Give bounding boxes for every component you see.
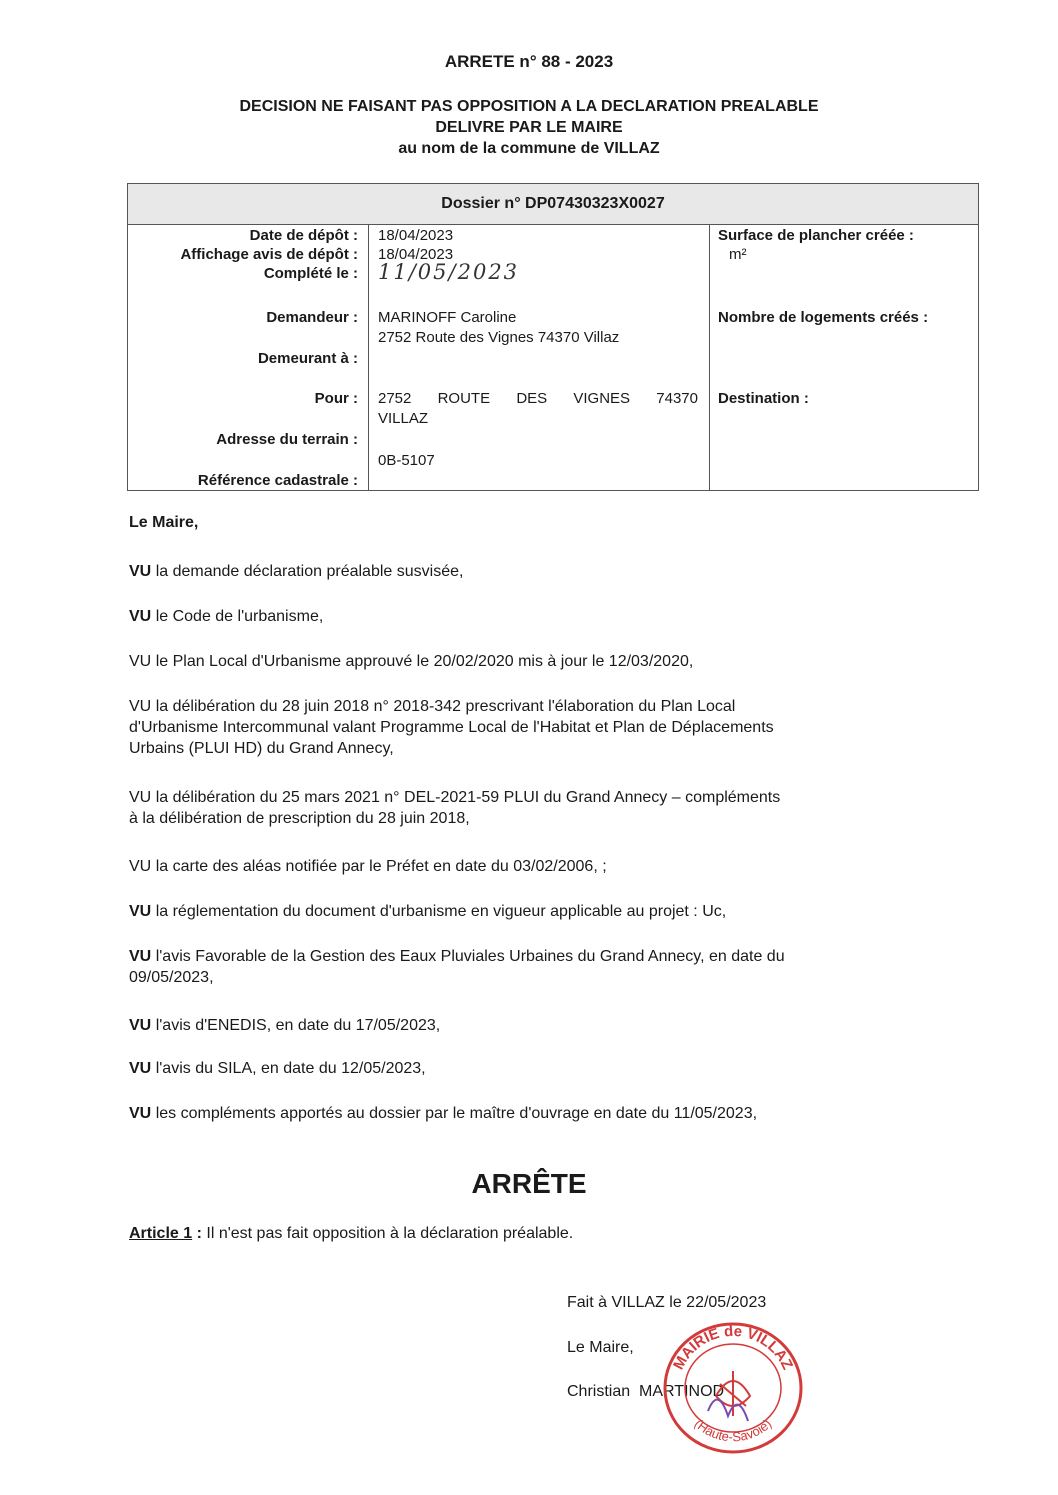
surface-unit: m² [729,246,747,263]
value-complete-handwritten: 11/05/2023 [378,260,520,284]
vu-4: VU la délibération du 28 juin 2018 n° 2018-342 prescrivant l'élaboration du Plan Local d'Urbanisme Intercommunal valant Programme Local de l'Habitat et Plan de Déplacements Urbains (PLUI HD) du Grand Annecy, [129,698,774,757]
maire-heading: Le Maire, [129,514,199,531]
heading-line-2: DELIVRE PAR LE MAIRE [435,119,623,136]
heading-line-3: au nom de la commune de VILLAZ [398,140,660,157]
values-column [368,224,710,490]
stamp-emblem-icon [716,1371,750,1416]
label-affichage: Affichage avis de dépôt : [180,246,358,263]
article-1-text: Il n'est pas fait opposition à la déclaration préalable. [201,1225,574,1242]
svg-text:(Haute-Savoie): (Haute-Savoie) [691,1416,775,1445]
vu-9: VU l'avis d'ENEDIS, en date du 17/05/2023, [129,1017,441,1034]
value-reference-cadastrale: 0B-5107 [378,452,435,469]
decision-heading [0,96,1058,159]
vu-6: VU la carte des aléas notifiée par le Préfet en date du 03/02/2006, ; [129,858,607,875]
vu-5: VU la délibération du 25 mars 2021 n° DEL-2021-59 PLUI du Grand Annecy – compléments à la délibération de prescription du 28 juin 2018, [129,789,781,827]
signature-name: Christian MARTINOD [567,1383,725,1400]
label-surface-plancher: Surface de plancher créée : [718,227,914,244]
vu-8: VU l'avis Favorable de la Gestion des Eaux Pluviales Urbaines du Grand Annecy, en date du 09/05/2023, [129,948,785,986]
arrete-number: ARRETE n° 88 - 2023 [444,52,614,71]
value-demandeur-name: MARINOFF Caroline [378,309,517,326]
value-affichage: 18/04/2023 [378,246,454,263]
label-adresse-terrain: Adresse du terrain : [216,431,358,448]
article-1: Article 1 : Il n'est pas fait opposition à la déclaration préalable. [129,1225,574,1242]
mairie-stamp [648,1316,818,1456]
label-complete: Complété le : [263,265,358,282]
label-reference-cadastrale: Référence cadastrale : [197,472,358,489]
value-demandeur-address: 2752 Route des Vignes 74370 Villaz [378,329,620,346]
svg-text:MAIRIE de VILLAZ: MAIRIE de VILLAZ [670,1322,796,1373]
label-nombre-logements: Nombre de logements créés : [718,309,929,326]
labels-column [128,224,369,490]
signature-role: Le Maire, [567,1339,634,1356]
dossier-table [127,183,979,491]
right-column [709,224,978,490]
label-date-depot: Date de dépôt : [249,227,358,244]
heading-line-1: DECISION NE FAISANT PAS OPPOSITION A LA DECLARATION PREALABLE [239,98,819,115]
vu-2: VU le Code de l'urbanisme, [129,608,324,625]
value-pour-line-1: 2752 ROUTE DES VIGNES 74370 [378,390,698,407]
value-pour-line-2: VILLAZ [378,410,429,427]
value-date-depot: 18/04/2023 [378,227,454,244]
label-demandeur: Demandeur : [266,309,358,326]
vu-3: VU le Plan Local d'Urbanisme approuvé le 20/02/2020 mis à jour le 12/03/2020, [129,653,694,670]
arrete-heading: ARRÊTE [471,1168,587,1199]
vu-11: VU les compléments apportés au dossier par le maître d'ouvrage en date du 11/05/2023, [129,1105,758,1122]
vu-7: VU la réglementation du document d'urbanisme en vigueur applicable au projet : Uc, [129,903,727,920]
label-destination: Destination : [718,390,809,407]
vu-10: VU l'avis du SILA, en date du 12/05/2023, [129,1060,426,1077]
vu-1: VU la demande déclaration préalable susvisée, [129,563,464,580]
label-pour: Pour : [314,390,358,407]
label-demeurant: Demeurant à : [257,350,358,367]
signature-place-date: Fait à VILLAZ le 22/05/2023 [567,1294,767,1311]
article-1-label: Article 1 [129,1225,193,1242]
dossier-number: Dossier n° DP07430323X0027 [128,184,978,225]
